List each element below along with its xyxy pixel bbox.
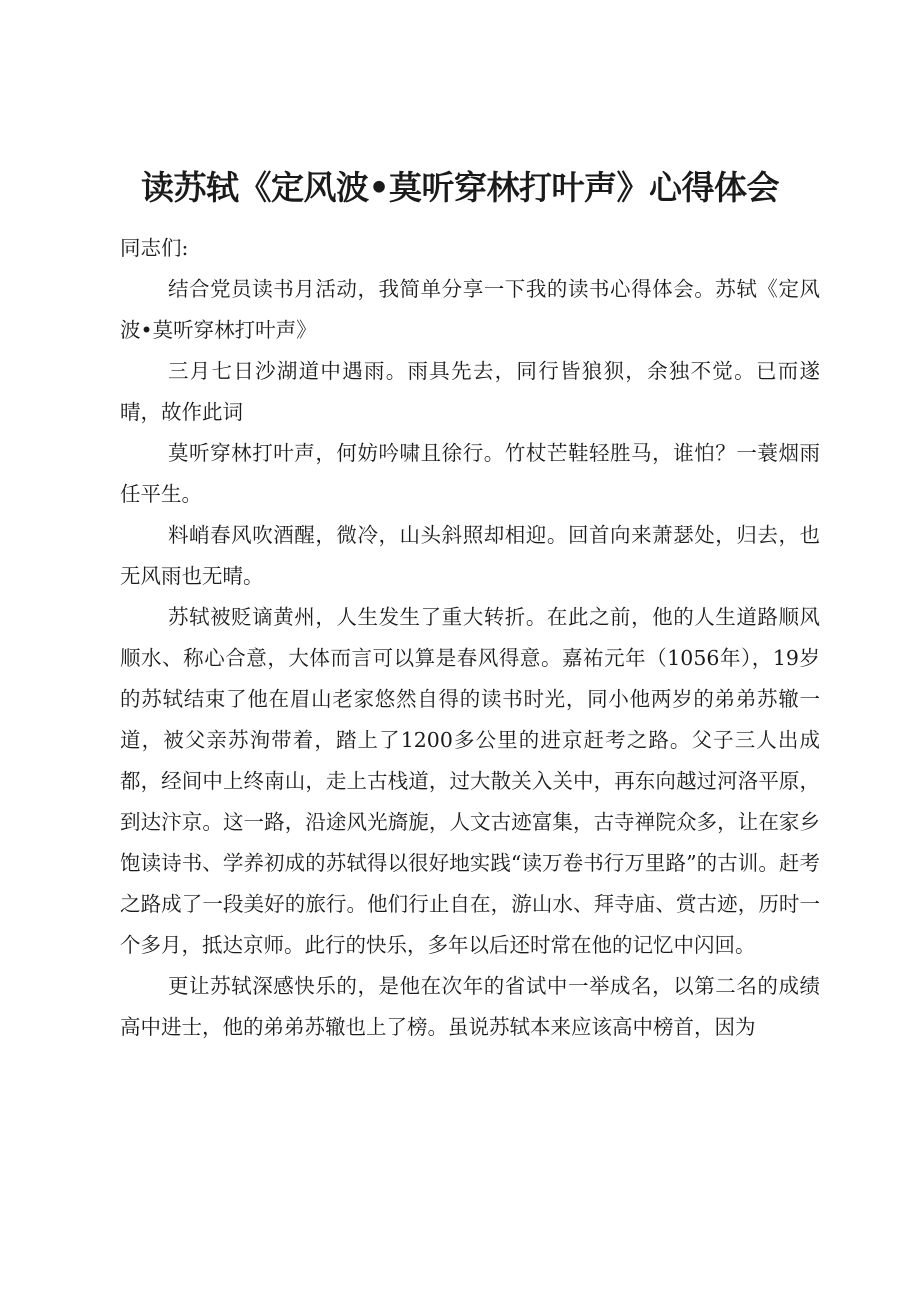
paragraph-exam: 更让苏轼深感快乐的，是他在次年的省试中一举成名，以第二名的成绩高中进士，他的弟弟苏辙也上了榜。虽说苏轼本来应该高中榜首，因为 bbox=[120, 974, 820, 1039]
document-body bbox=[120, 228, 820, 1048]
paragraph-preface: 三月七日沙湖道中遇雨。雨具先去，同行皆狼狈，余独不觉。已而遂晴，故作此词 bbox=[120, 359, 820, 424]
paragraph-background: 苏轼被贬谪黄州，人生发生了重大转折。在此之前，他的人生道路顺风顺水、称心合意，大体而言可以算是春风得意。嘉祐元年（1056年），19岁的苏轼结束了他在眉山老家悠然自得的读书时光，同小他两岁的弟弟苏辙一道，被父亲苏洵带着，踏上了1200多公里的进京赶考之路。父子三人出成都，经间中上终南山，走上古栈道，过大散关入关中，再东向越过河洛平原，到达汴京。这一路，沿途风光旖旎，人文古迹富集，古寺禅院众多，让在家乡饱读诗书、学养初成的苏轼得以很好地实践“读万卷书行万里路”的古训。赶考之路成了一段美好的旅行。他们行止自在，游山水、拜寺庙、赏古迹，历时一个多月，抵达京师。此行的快乐，多年以后还时常在他的记忆中闪回。 bbox=[120, 605, 820, 957]
paragraph-intro: 结合党员读书月活动，我简单分享一下我的读书心得体会。苏轼《定风波•莫听穿林打叶声》 bbox=[120, 277, 820, 342]
paragraph-poem-part2: 料峭春风吹酒醒，微冷，山头斜照却相迎。回首向来萧瑟处，归去，也无风雨也无晴。 bbox=[120, 523, 820, 588]
paragraph-poem-part1: 莫听穿林打叶声，何妨吟啸且徐行。竹杖芒鞋轻胜马，谁怕？一蓑烟雨任平生。 bbox=[120, 441, 820, 506]
salutation: 同志们: bbox=[120, 236, 189, 260]
document-title: 读苏轼《定风波•莫听穿林打叶声》心得体会 bbox=[140, 168, 780, 207]
